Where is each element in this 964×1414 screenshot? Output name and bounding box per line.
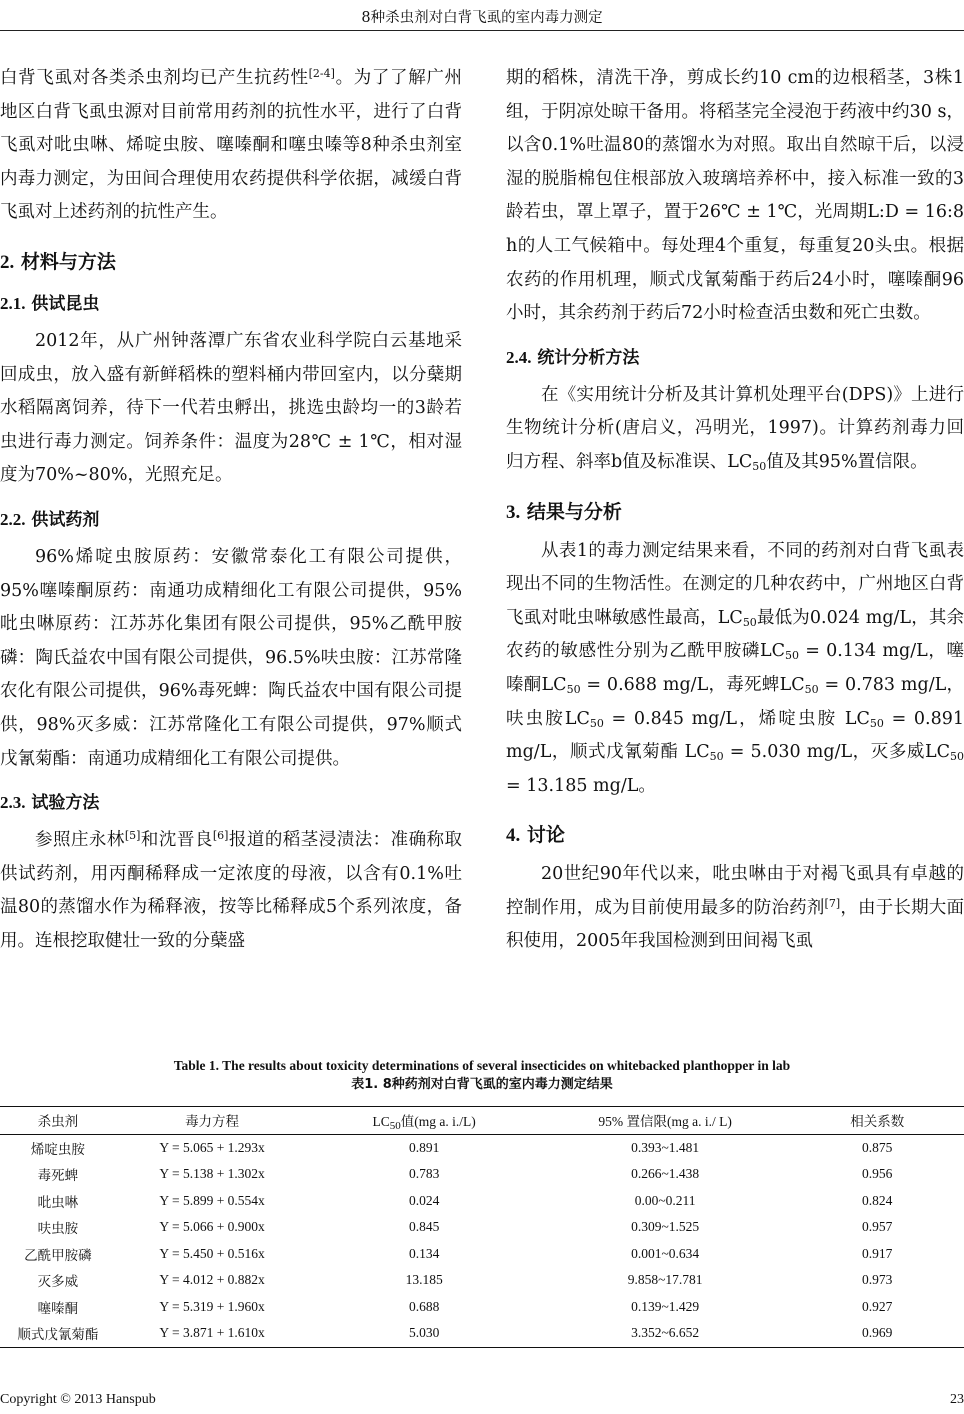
section-number: 2.: [0, 251, 15, 273]
text: = 0.891 mg/L，顺式戊氰菊酯 LC: [506, 708, 964, 763]
intro-text: 。为了了解广州地区白背飞虱虫源对目前常用药剂的抗性水平，进行了白背飞虱对吡虫啉、烯啶虫胺、噻嗪酮和噻虫嗪等8种杀虫剂室内毒力测定，为田间合理使用农药提供科学依据，减缓白背飞虱对上述药剂的抗性产生。: [0, 68, 463, 223]
table-cell: 呋虫胺: [37, 1221, 79, 1237]
subscript: 50: [742, 615, 757, 629]
section-number: 2.4.: [506, 347, 532, 367]
citation: [6]: [212, 829, 229, 843]
table-cell: 0.824: [862, 1192, 893, 1208]
table-cell: 0.891: [408, 1139, 440, 1155]
table-cell: 13.185: [405, 1272, 443, 1288]
column-header: 毒力方程: [185, 1114, 240, 1130]
paragraph: [506, 858, 964, 959]
table-cell: 噻嗪酮: [37, 1300, 79, 1316]
column-header: 杀虫剂: [37, 1114, 79, 1130]
citation: [5]: [124, 829, 141, 843]
table-cell: 0.134: [408, 1245, 440, 1261]
section-title: 供试昆虫: [31, 293, 100, 314]
section-title: 材料与方法: [20, 250, 116, 273]
text: = 0.783 mg/L，呋虫胺LC: [506, 674, 964, 729]
text: = 0.845 mg/L，烯啶虫胺 LC: [603, 708, 870, 729]
table-cell: 0.957: [862, 1219, 893, 1235]
section-title: 结果与分析: [526, 500, 622, 523]
table-cell: 0.309~1.525: [631, 1219, 700, 1235]
column-header: 95% 置信限(mg a. i./ L): [598, 1114, 732, 1130]
table-cell: 0.139~1.429: [631, 1298, 700, 1314]
table-cell: 0.783: [408, 1166, 440, 1182]
paragraph: 96%烯啶虫胺原药：安徽常泰化工有限公司提供，95%噻嗪酮原药：南通功成精细化工有限公司提供，95%吡虫啉原药：江苏苏化集团有限公司提供，95%乙酰甲胺磷：陶氏益农中国有限公司提供，96.5%呋虫胺：江苏常隆农化有限公司提供，96%毒死蜱：陶氏益农中国有限公司提供，98%灭多威：江苏常隆化工有限公司提供，97%顺式戊氰菊酯：南通功成精细化工有限公司提供。: [0, 546, 462, 769]
table-cell: 0.917: [862, 1245, 893, 1261]
subscript: 50: [869, 716, 884, 730]
text: 报道的稻茎浸渍法：准确称取供试药剂，用丙酮稀释成一定浓度的母液，以含有0.1%吐温80的蒸馏水作为稀释液，按等比稀释成5个系列浓度，备用。连根挖取健壮一致的分蘖盛: [0, 830, 463, 951]
section-number: 2.3.: [0, 793, 26, 813]
table-cell: 5.030: [408, 1325, 440, 1341]
section-number: 3.: [506, 501, 521, 523]
text: ，由于长期大面积使用，2005年我国检测到田间褐飞虱: [506, 897, 964, 952]
paragraph: [506, 379, 964, 480]
table-row: [0, 1241, 964, 1268]
section-title: 统计分析方法: [537, 347, 640, 368]
table-header-row: [0, 1107, 964, 1135]
results-table: [0, 1106, 964, 1348]
subscript: 50: [752, 459, 767, 473]
section-title: 试验方法: [31, 793, 100, 814]
page-number: 23: [950, 1392, 964, 1407]
paragraph: 2012年，从广州钟落潭广东省农业科学院白云基地采回成虫，放入盛有新鲜稻株的塑料桶内带回室内，以分蘖期水稻隔离饲养，待下一代若虫孵出，挑选虫龄均一的3龄若虫进行毒力测定。饲养条件：温度为28℃ ± 1℃，相对湿度为70%~80%，光照充足。: [0, 330, 462, 486]
subscript: 50: [566, 682, 581, 696]
text: 最低为0.024 mg/L，其余农药的敏感性分别为乙酰甲胺磷LC: [506, 607, 964, 662]
table-cell: 0.266~1.438: [631, 1166, 700, 1182]
table-cell: Y = 3.871 + 1.610x: [159, 1325, 265, 1341]
subsection-heading: [0, 291, 462, 317]
table-cell: 顺式戊氰菊酯: [17, 1327, 99, 1343]
table-cell: Y = 5.450 + 0.516x: [159, 1245, 265, 1261]
subsection-heading: [506, 345, 964, 371]
section-title: 讨论: [526, 824, 565, 847]
section-heading: [506, 821, 964, 850]
paragraph: 期的稻株，清洗干净，剪成长约10 cm的边根稻茎，3株1组，于阴凉处晾干备用。将稻茎完全浸泡于药液中约30 s，以含0.1%吐温80的蒸馏水为对照。取出自然晾干后，以浸湿的脱脂棉包住根部放入玻璃培养杯中，接入标准一致的3龄若虫，罩上罩子，置于26℃ ± 1℃，光周期L:D = 16:8 h的人工气候箱中。每处理4个重复，每重复20头虫。根据农药的作用机理，顺式戊氰菊酯于药后24小时，噻嗪酮96小时，其余药剂于药后72小时检查活虫数和死亡虫数。: [506, 68, 964, 324]
table-cell: 0.024: [408, 1192, 440, 1208]
header-rule: [0, 30, 964, 31]
table-cell: 0.956: [862, 1166, 893, 1182]
table-cell: 毒死蜱: [37, 1168, 79, 1184]
citation: [2-4]: [308, 67, 335, 80]
table-row: [0, 1161, 964, 1188]
citation: [7]: [824, 896, 841, 910]
table-row: [0, 1294, 964, 1321]
section-number: 4.: [506, 825, 521, 847]
table-caption-zh: 表1. 8种药剂对白背飞虱的室内毒力测定结果: [351, 1077, 613, 1092]
column-header: [308, 1107, 539, 1135]
table-cell: 0.00~0.211: [634, 1192, 696, 1208]
table-cell: 0.927: [862, 1298, 893, 1314]
subscript: 50: [785, 649, 800, 663]
header-text: 值(mg a. i./L): [400, 1114, 476, 1130]
subscript: 50: [589, 716, 604, 730]
table-cell: 乙酰甲胺磷: [24, 1247, 92, 1263]
subscript: 50: [709, 750, 724, 764]
text: 20世纪90年代以来，吡虫啉由于对褐飞虱具有卓越的控制作用，成为目前使用最多的防治药剂: [506, 864, 964, 918]
table-cell: 0.845: [408, 1219, 440, 1235]
text: = 0.134 mg/L，噻嗪酮LC: [506, 641, 964, 695]
table-cell: 3.352~6.652: [631, 1325, 700, 1341]
table-cell: 0.001~0.634: [631, 1245, 700, 1261]
subscript: 50: [389, 1120, 401, 1133]
section-number: 2.2.: [0, 509, 26, 529]
table-cell: Y = 5.138 + 1.302x: [159, 1166, 265, 1182]
table-row: [0, 1188, 964, 1215]
intro-paragraph: [0, 62, 462, 230]
header-text: LC: [372, 1114, 390, 1130]
text: = 13.185 mg/L。: [506, 775, 656, 796]
subscript: 50: [950, 750, 964, 764]
text: = 0.688 mg/L，毒死蜱LC: [580, 674, 805, 695]
table-row: [0, 1267, 964, 1294]
table-cell: 0.688: [408, 1298, 440, 1314]
table-row: [0, 1320, 964, 1347]
table-row: [0, 1214, 964, 1241]
table-cell: Y = 4.012 + 0.882x: [159, 1272, 265, 1288]
left-column: [0, 62, 462, 958]
paragraph: [506, 535, 964, 804]
subsection-heading: [0, 507, 462, 533]
text: 参照庄永林: [35, 830, 125, 851]
table-cell: 0.393~1.481: [631, 1139, 700, 1155]
text: 在《实用统计分析及其计算机处理平台(DPS)》上进行生物统计分析(唐启义，冯明光，1997)。计算药剂毒力回归方程、斜率b值及标准误、LC: [506, 384, 964, 472]
table-cell: 0.875: [862, 1139, 893, 1155]
text: = 5.030 mg/L，灭多威LC: [723, 742, 950, 763]
paragraph: [0, 824, 462, 958]
intro-text: 白背飞虱对各类杀虫剂均已产生抗药性: [0, 68, 309, 88]
column-header: 相关系数: [850, 1114, 905, 1130]
table-cell: 0.973: [862, 1272, 893, 1288]
text: 从表1的毒力测定结果来看，不同的药剂对白背飞虱表现出不同的生物活性。在测定的几种农药中，广州地区白背飞虱对吡虫啉敏感性最高，LC: [506, 540, 964, 628]
table-caption-en: Table 1. The results about toxicity determinations of several insecticides on whitebacked planthopper in lab: [173, 1058, 791, 1073]
text: 值及其95%置信限。: [766, 451, 928, 472]
table-cell: Y = 5.899 + 0.554x: [159, 1192, 265, 1208]
table-cell: 吡虫啉: [37, 1194, 79, 1210]
copyright: Copyright © 2013 Hanspub: [0, 1392, 156, 1407]
table-cell: Y = 5.065 + 1.293x: [159, 1139, 265, 1155]
running-header: 8种杀虫剂对白背飞虱的室内毒力测定: [361, 10, 603, 26]
section-heading: [0, 248, 462, 277]
table-cell: 0.969: [862, 1325, 893, 1341]
table-cell: Y = 5.319 + 1.960x: [159, 1298, 265, 1314]
table-row: [0, 1134, 964, 1161]
table-cell: 9.858~17.781: [627, 1272, 703, 1288]
section-heading: [506, 498, 964, 527]
section-number: 2.1.: [0, 293, 26, 313]
text: 和沈晋良: [140, 830, 213, 851]
table-caption: [0, 1056, 964, 1094]
subscript: 50: [804, 682, 819, 696]
table-cell: Y = 5.066 + 0.900x: [159, 1219, 265, 1235]
right-column: [506, 62, 964, 959]
subsection-heading: [0, 790, 462, 816]
table-cell: 烯啶虫胺: [30, 1141, 85, 1157]
table-body: [0, 1134, 964, 1347]
section-title: 供试药剂: [31, 509, 100, 530]
table-cell: 灭多威: [37, 1274, 79, 1290]
